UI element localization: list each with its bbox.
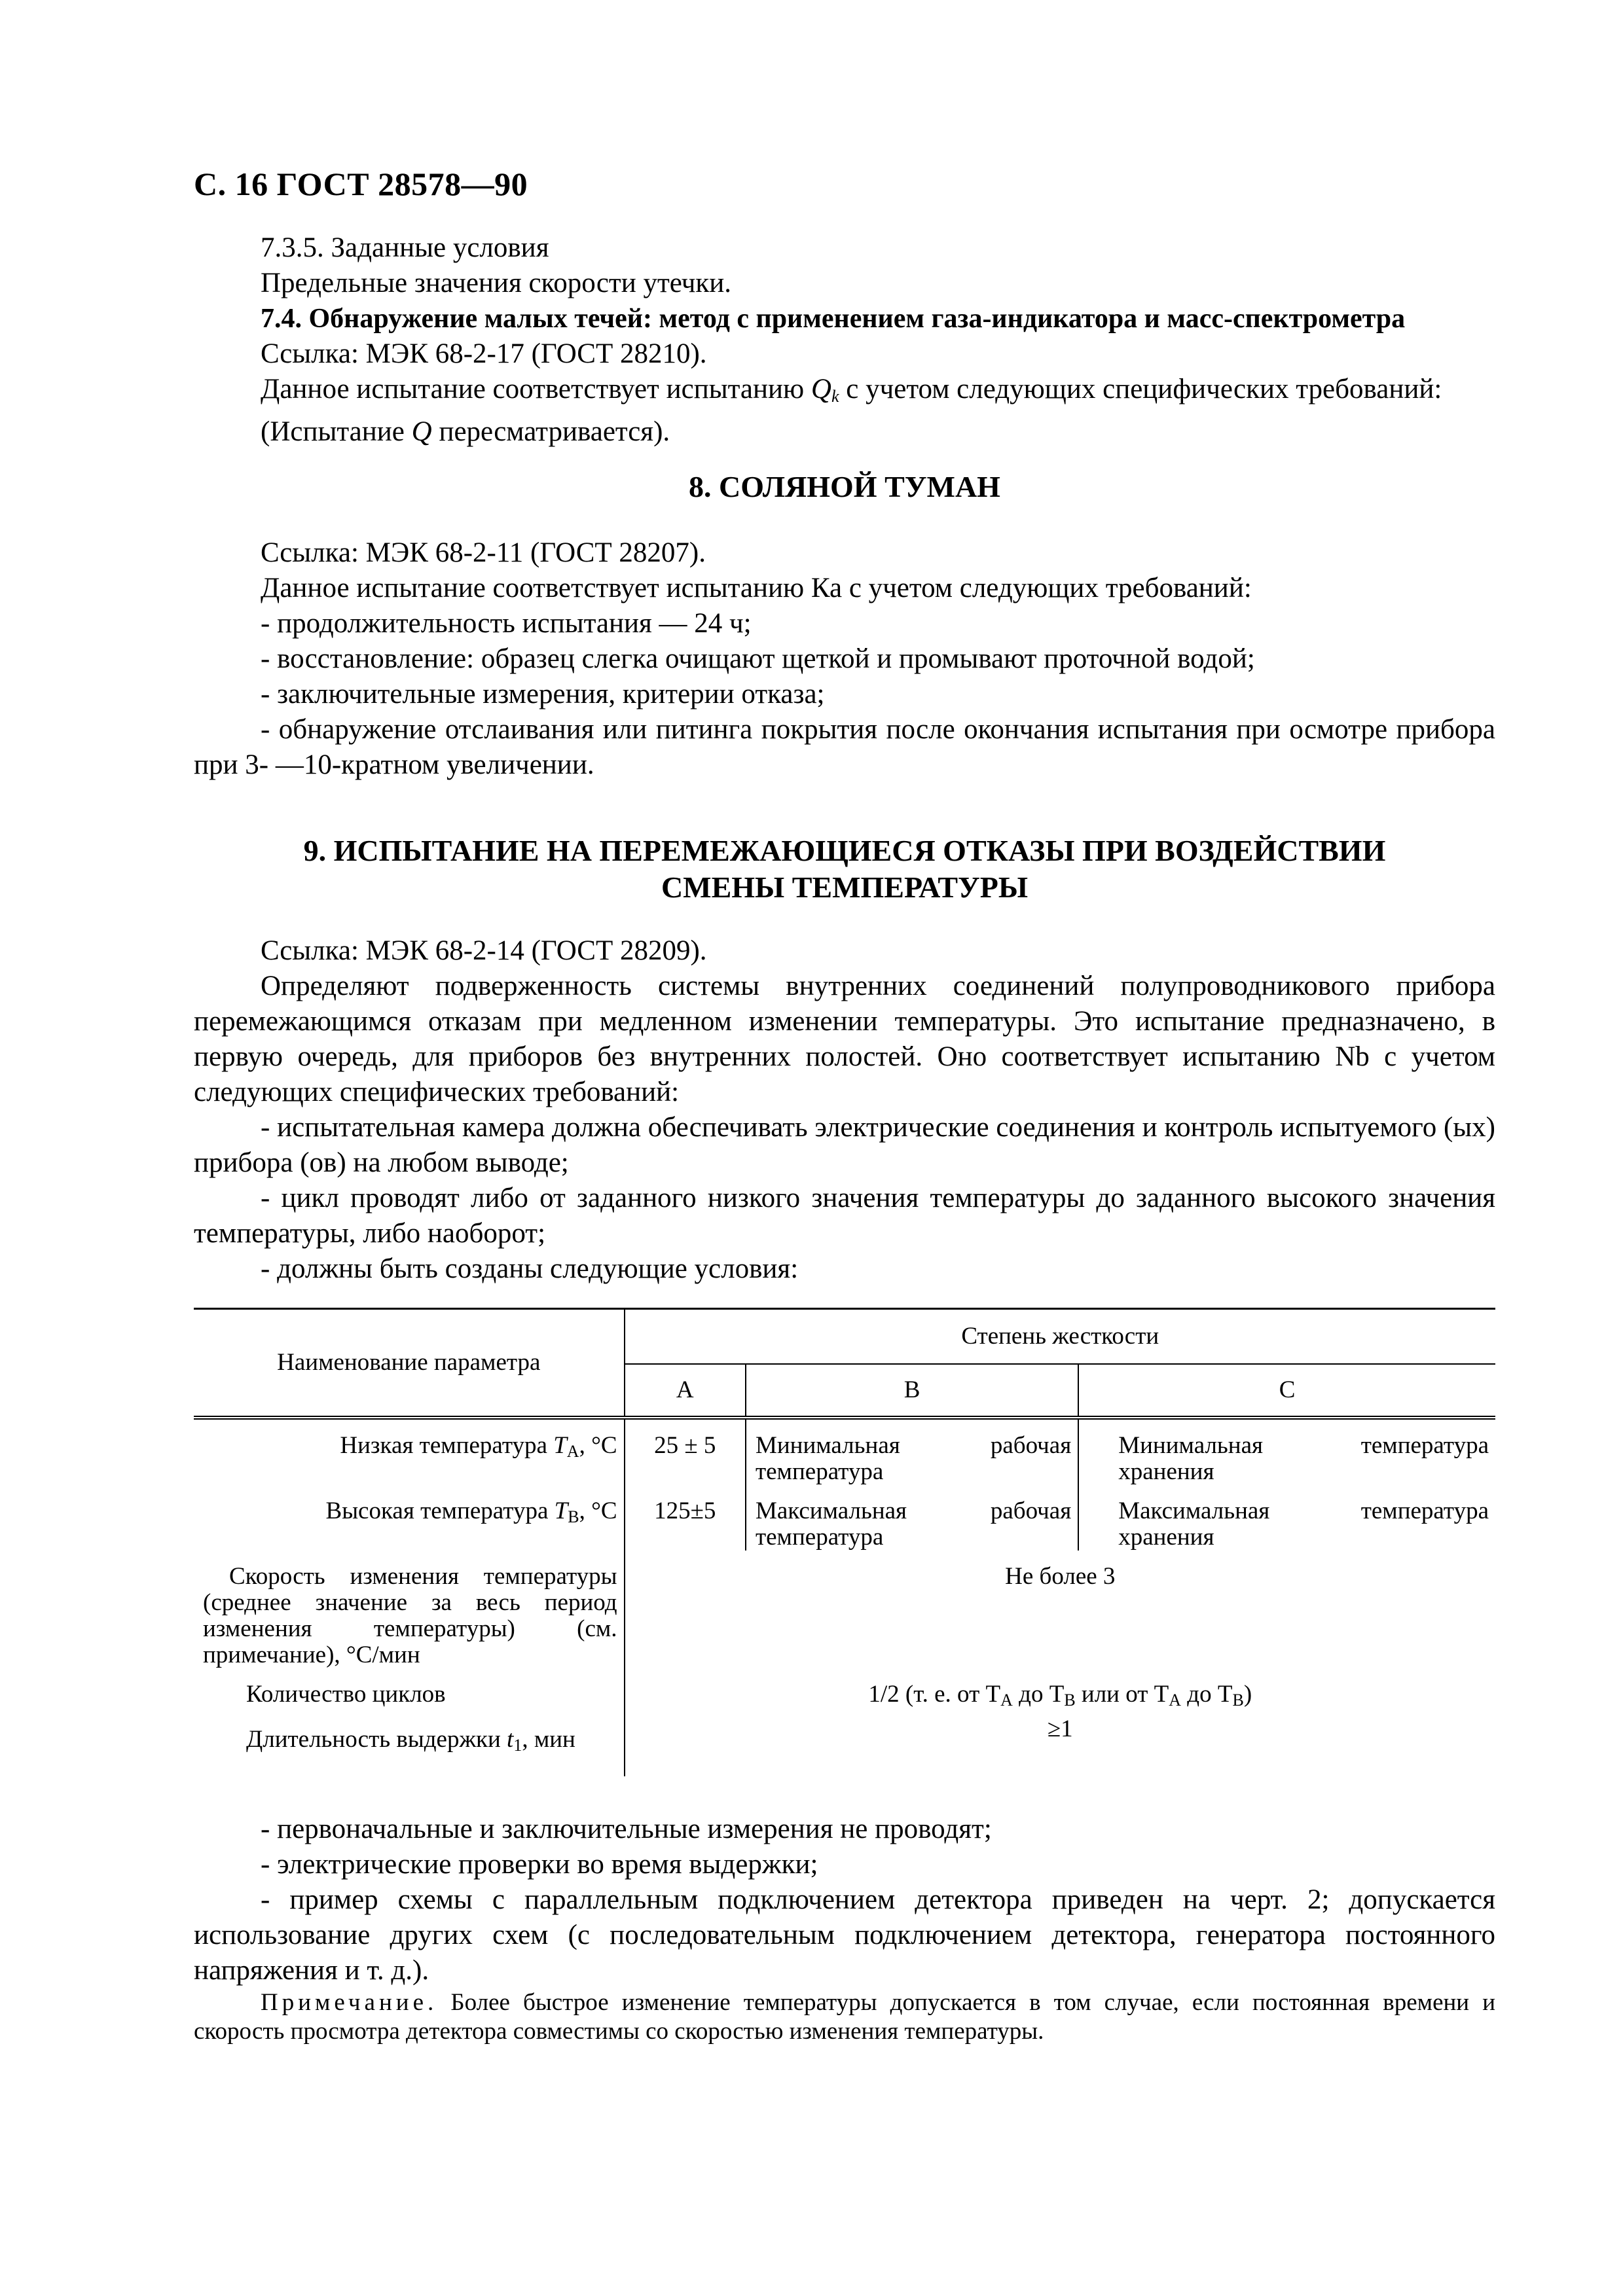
reference: Ссылка: МЭК 68-2-17 (ГОСТ 28210). [261, 338, 707, 369]
table-cell: ≥1 [1047, 1715, 1073, 1742]
section-title: 7.3.5. Заданные условия [261, 232, 549, 263]
paragraph: Предельные значения скорости утечки. [261, 268, 732, 298]
section-heading-line: СМЕНЫ ТЕМПЕРАТУРЫ [661, 870, 1029, 904]
paragraph: Определяют подверженность системы внутренних соединений полупроводникового прибора перемежающимся отказам при медленном изменении температуры. Это испытание предназначено, в первую очередь, для приборов без внутренних полостей. Оно соответствует испытанию Nb с учетом следующих специфических требований: [194, 971, 1495, 1107]
list-item: - цикл проводят либо от заданного низкого значения температуры до заданного высокого значения температуры, либо наоборот; [194, 1183, 1495, 1249]
section-9 [194, 833, 1495, 906]
note-label: Примечание. [261, 1989, 438, 2016]
list-item: - первоначальные и заключительные измерения не проводят; [261, 1814, 992, 1844]
list-item: - испытательная камера должна обеспечивать электрические соединения и контроль испытуемого (ых) прибора (ов) на любом выводе; [194, 1112, 1495, 1178]
paragraph: (Испытание Q пересматривается). [261, 416, 670, 447]
table-row [194, 1551, 1495, 1668]
table-cell: Длительность выдержки $t_1$, мин [194, 1713, 625, 1776]
table-cell: 1/2 (т. е. от $T_A$ до $T_B$ или от $T_A$ до $T_B$) [868, 1680, 1252, 1710]
list-item: - восстановление: образец слегка очищают щеткой и промывают проточной водой; [261, 643, 1255, 674]
table-cell: Количество циклов [194, 1668, 625, 1713]
table-cell: Минимальная температура хранения [1118, 1431, 1489, 1485]
table-header-severity: Степень жесткости [625, 1309, 1495, 1364]
table-cell: Скорость изменения температуры (среднее значение за весь период изменения температуры) (см. примечание), °С/мин [194, 1551, 625, 1668]
page-header: С. 16 ГОСТ 28578—90 [194, 166, 528, 202]
note-paragraph: Примечание. Более быстрое изменение температуры допускается в том случае, если постоянная времени и скорость просмотра детектора совместимы со скоростью изменения температуры. [194, 1989, 1496, 2045]
table-cell: Высокая температура $T_B$, °C [194, 1485, 625, 1551]
reference: Ссылка: МЭК 68-2-14 (ГОСТ 28209). [261, 935, 707, 966]
table-row [194, 1485, 1495, 1551]
table-header-b: В [746, 1364, 1078, 1418]
table-row [194, 1418, 1495, 1485]
list-item: - обнаружение отслаивания или питинга покрытия после окончания испытания при осмотре прибора при 3- —10-кратном увеличении. [194, 714, 1495, 780]
parameters-table [194, 1308, 1495, 1776]
table-cell: Минимальная рабочая температура [746, 1418, 1078, 1485]
table-header-a: А [625, 1364, 746, 1418]
table-cell: 125±5 [625, 1485, 746, 1551]
list-item: - электрические проверки во время выдержки; [261, 1849, 818, 1880]
table-cell: Максимальная температура хранения [1118, 1497, 1489, 1551]
list-item: - заключительные измерения, критерии отказа; [261, 679, 825, 709]
table-row [194, 1713, 1495, 1776]
section-8 [194, 469, 1495, 505]
section-9-body [194, 933, 1495, 1287]
table-cell: Максимальная рабочая температура [746, 1485, 1078, 1551]
table-header-param: Наименование параметра [194, 1309, 625, 1418]
paragraph: Данное испытание соответствует испытанию Ка с учетом следующих требований: [261, 573, 1252, 603]
table [194, 1308, 1495, 1776]
section-8-body [194, 535, 1495, 783]
table-header-c: С [1078, 1364, 1495, 1418]
table-cell: 25 ± 5 [625, 1418, 746, 1485]
section-9-after-table [194, 1812, 1495, 1988]
table-cell: Не более 3 [1005, 1562, 1116, 1590]
section-heading-line: 9. ИСПЫТАНИЕ НА ПЕРЕМЕЖАЮЩИЕСЯ ОТКАЗЫ ПРИ ВОЗДЕЙСТВИИ [303, 834, 1386, 867]
table-row [194, 1668, 1495, 1713]
table-cell: Низкая температура $T_A$, °C [194, 1418, 625, 1485]
reference: Ссылка: МЭК 68-2-11 (ГОСТ 28207). [261, 537, 706, 568]
list-item: - пример схемы с параллельным подключением детектора приведен на черт. 2; допускается использование других схем (с последовательным подключением детектора, генератора постоянного напряжения и т. д.). [194, 1884, 1495, 1986]
section-7-3-5 [194, 230, 1495, 450]
section-heading: 8. СОЛЯНОЙ ТУМАН [689, 470, 1000, 503]
list-item: - должны быть созданы следующие условия: [261, 1253, 799, 1284]
paragraph: Данное испытание соответствует испытанию $Q_k$ с учетом следующих специфических требований: [261, 374, 1442, 406]
list-item: - продолжительность испытания — 24 ч; [261, 608, 752, 639]
note [194, 1988, 1495, 2046]
section-title: 7.4. Обнаружение малых течей: метод с применением газа-индикатора и масс-спектрометра [261, 304, 1406, 334]
